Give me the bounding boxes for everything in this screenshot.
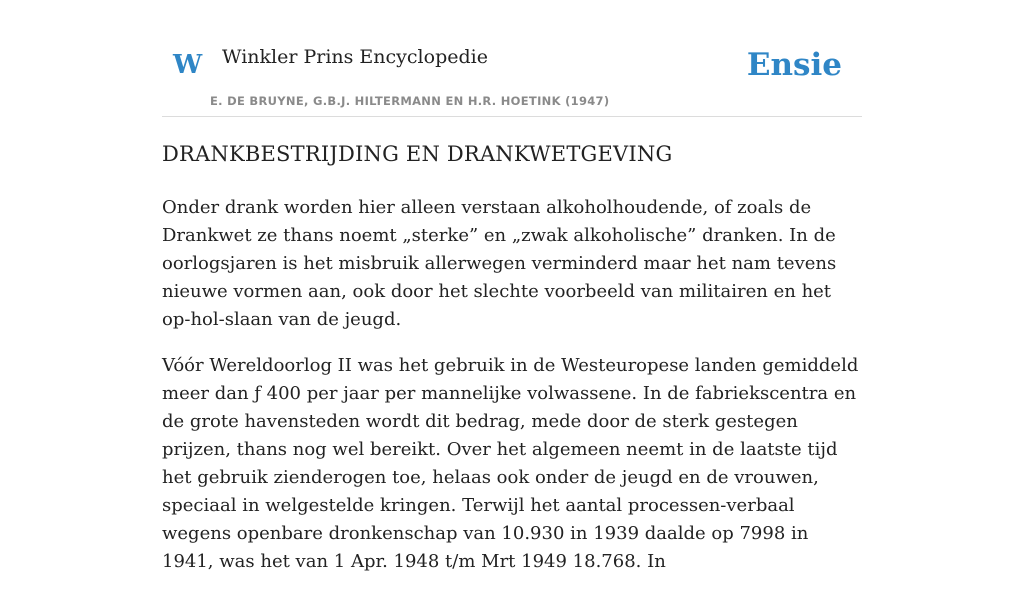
wp-logo[interactable]: W bbox=[173, 50, 203, 80]
article-paragraph: Onder drank worden hier alleen verstaan alkoholhoudende, of zoals de Drankwet ze thans noemt „sterke” en „zwak alkoholische” dranken. In de oorlogsjaren is het misbruik allerwegen verminderd maar het nam tevens nieuwe vormen aan, ook door het slechte voorbeeld van militairen en het op-hol-slaan van de jeugd. bbox=[162, 197, 837, 331]
authors-line: E. DE BRUYNE, G.B.J. HILTERMANN EN H.R. HOETINK (1947) bbox=[210, 94, 610, 108]
page-header bbox=[162, 0, 862, 117]
publication-title[interactable]: Winkler Prins Encyclopedie bbox=[222, 46, 488, 68]
article bbox=[162, 140, 862, 594]
ensie-logo[interactable]: Ensie bbox=[746, 47, 842, 83]
article-paragraph: Vóór Wereldoorlog II was het gebruik in de Westeuropese landen gemiddeld meer dan ƒ 400 per jaar per mannelijke volwassene. In de fabriekscentra en de grote havensteden wordt dit bedrag, mede door de sterk gestegen prijzen, thans nog wel bereikt. Over het algemeen neemt in de laatste tijd het gebruik zienderogen toe, helaas ook onder de jeugd en de vrouwen, speciaal in welgestelde kringen. Terwijl het aantal processen-verbaal wegens openbare dronkenschap van 10.930 in 1939 daalde op 7998 in 1941, was het van 1 Apr. 1948 t/m Mrt 1949 18.768. In bbox=[162, 355, 859, 573]
article-title: DRANKBESTRIJDING EN DRANKWETGEVING bbox=[162, 142, 673, 166]
